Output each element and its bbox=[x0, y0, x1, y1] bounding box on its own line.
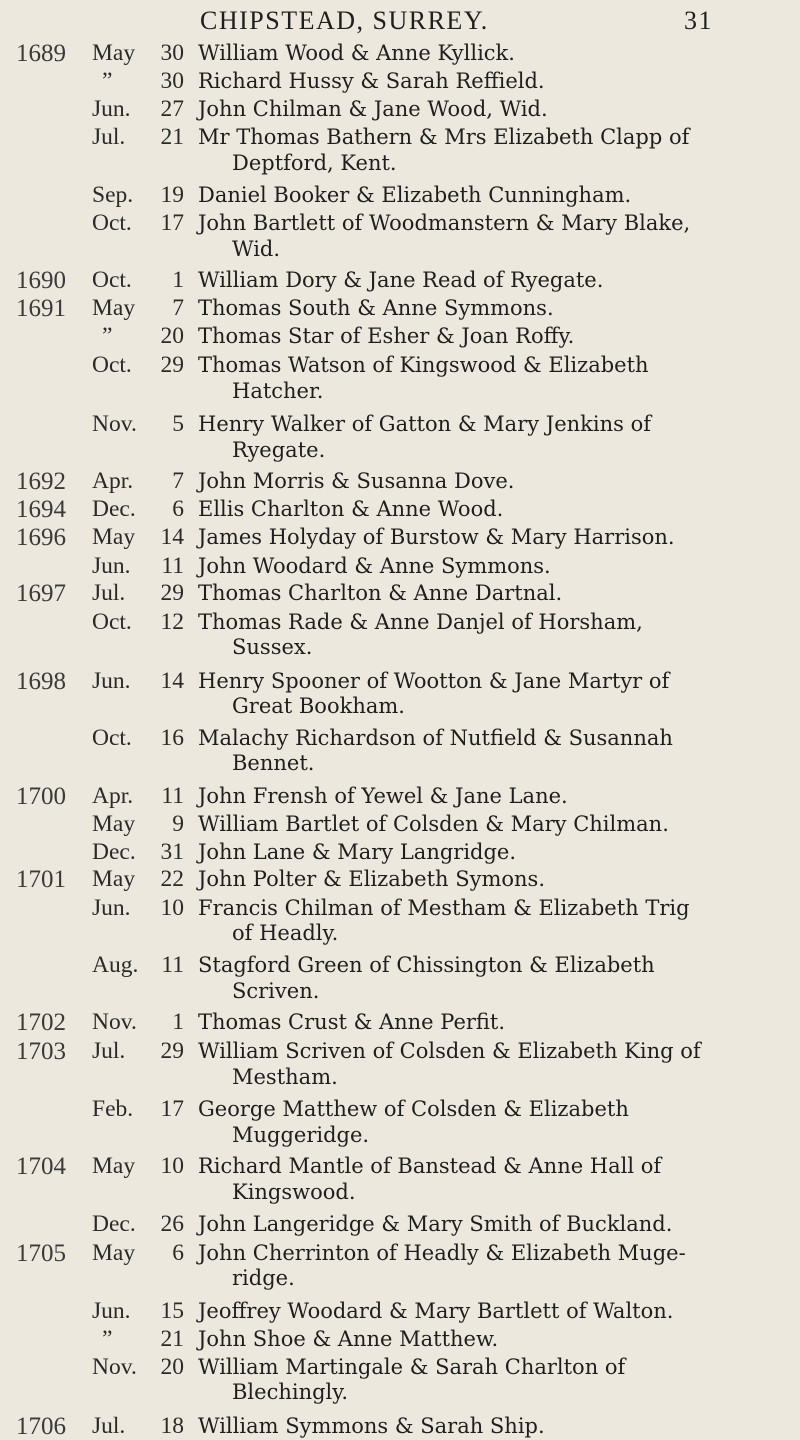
entry-day: 26 bbox=[160, 1211, 184, 1238]
entry-continuation: Deptford, Kent. bbox=[232, 150, 397, 175]
entry-year: 1690 bbox=[16, 267, 66, 295]
entry-day: 12 bbox=[160, 608, 184, 635]
entry-text bbox=[198, 1414, 788, 1440]
entry-text bbox=[198, 41, 788, 67]
entry-names: Thomas Crust & Anne Perfit. bbox=[198, 1010, 506, 1035]
entry-day: 30 bbox=[160, 68, 184, 95]
entry-month: Apr. bbox=[92, 467, 134, 494]
entry-names: Henry Spooner of Wootton & Jane Martyr of bbox=[198, 668, 670, 693]
entry-month: Jun. bbox=[92, 96, 131, 123]
entry-text bbox=[198, 211, 788, 262]
entry-day: 16 bbox=[160, 724, 184, 751]
entry-text bbox=[198, 669, 788, 720]
entry-names: Daniel Booker & Elizabeth Cunningham. bbox=[198, 183, 632, 208]
entry-day: 27 bbox=[160, 96, 184, 123]
entry-names: John Frensh of Yewel & Jane Lane. bbox=[198, 783, 568, 808]
entry-names: John Cherrinton of Headly & Elizabeth Muge- bbox=[198, 1240, 686, 1265]
entry-names: John Bartlett of Woodmanstern & Mary Blake, bbox=[198, 211, 691, 236]
entry-names: John Lane & Mary Langridge. bbox=[198, 839, 517, 864]
entry-month: Dec. bbox=[92, 1211, 136, 1238]
entry-month: Jun. bbox=[92, 1297, 131, 1324]
entry-text bbox=[198, 554, 788, 580]
entry-text bbox=[198, 812, 788, 838]
entry-names: Malachy Richardson of Nutfield & Susannah bbox=[198, 725, 673, 750]
entry-text bbox=[198, 1327, 788, 1353]
entry-names: George Matthew of Colsden & Elizabeth bbox=[198, 1097, 629, 1122]
entry-day: 9 bbox=[172, 810, 184, 837]
entry-text bbox=[198, 497, 788, 523]
entry-text bbox=[198, 610, 788, 661]
entry-year: 1700 bbox=[16, 782, 66, 810]
entry-names: William Wood & Anne Kyllick. bbox=[198, 40, 515, 65]
entry-day: 17 bbox=[160, 1096, 184, 1123]
entry-names: Thomas Star of Esher & Joan Roffy. bbox=[198, 324, 575, 349]
entry-text bbox=[198, 953, 788, 1004]
entry-day: 18 bbox=[160, 1412, 184, 1439]
entry-month: May bbox=[92, 295, 136, 322]
entry-year: 1704 bbox=[16, 1153, 66, 1181]
entry-month: May bbox=[92, 1153, 136, 1180]
entry-text bbox=[198, 324, 788, 350]
entry-month: Feb. bbox=[92, 1096, 134, 1123]
entry-day: 15 bbox=[160, 1297, 184, 1324]
entry-day: 21 bbox=[160, 124, 184, 151]
entry-names: Ellis Charlton & Anne Wood. bbox=[198, 496, 504, 521]
entry-year: 1689 bbox=[16, 39, 66, 67]
entry-year: 1697 bbox=[16, 579, 66, 607]
entry-names: Thomas Rade & Anne Danjel of Horsham, bbox=[198, 609, 643, 634]
entry-names: Thomas Watson of Kingswood & Elizabeth bbox=[198, 353, 649, 378]
entry-day: 7 bbox=[172, 295, 184, 322]
entry-text bbox=[198, 1039, 788, 1090]
entry-month: Oct. bbox=[92, 210, 132, 237]
entry-year: 1705 bbox=[16, 1239, 66, 1267]
entry-month: May bbox=[92, 810, 136, 837]
entry-year: 1696 bbox=[16, 523, 66, 551]
entry-names: Francis Chilman of Mestham & Elizabeth Trig bbox=[198, 895, 690, 920]
entry-year: 1701 bbox=[16, 865, 66, 893]
entry-day: 29 bbox=[160, 1038, 184, 1065]
entry-month: Apr. bbox=[92, 782, 134, 809]
entry-month: Jun. bbox=[92, 667, 131, 694]
entry-day: 7 bbox=[172, 467, 184, 494]
entry-day: 5 bbox=[172, 411, 184, 438]
entry-day: 29 bbox=[160, 579, 184, 606]
entry-names: John Morris & Susanna Dove. bbox=[198, 468, 515, 493]
entry-year: 1692 bbox=[16, 467, 66, 495]
entry-names: William Scriven of Colsden & Elizabeth King of bbox=[198, 1039, 701, 1064]
entry-names: Mr Thomas Bathern & Mrs Elizabeth Clapp of bbox=[198, 125, 690, 150]
entry-text bbox=[198, 525, 788, 551]
entry-day: 19 bbox=[160, 182, 184, 209]
entry-names: William Martingale & Sarah Charlton of bbox=[198, 1354, 626, 1379]
entry-day: 6 bbox=[172, 495, 184, 522]
entry-text bbox=[198, 726, 788, 777]
entry-month: Jun. bbox=[92, 552, 131, 579]
entry-continuation: Bennet. bbox=[232, 751, 315, 776]
entry-continuation: Muggeridge. bbox=[232, 1122, 370, 1147]
entry-names: William Bartlet of Colsden & Mary Chilman. bbox=[198, 811, 669, 836]
entry-text bbox=[198, 896, 788, 947]
entry-text bbox=[198, 1154, 788, 1205]
entry-year: 1698 bbox=[16, 667, 66, 695]
entry-month: Nov. bbox=[92, 411, 137, 438]
entry-month: Dec. bbox=[92, 838, 136, 865]
entry-continuation: Scriven. bbox=[232, 978, 320, 1003]
entry-names: Thomas South & Anne Symmons. bbox=[198, 296, 554, 321]
entry-day: 11 bbox=[161, 782, 184, 809]
entry-day: 1 bbox=[172, 1009, 184, 1036]
entry-day: 6 bbox=[172, 1239, 184, 1266]
entry-text bbox=[198, 412, 788, 463]
entry-names: William Symmons & Sarah Ship. bbox=[198, 1413, 545, 1438]
entry-month: Nov. bbox=[92, 1353, 137, 1380]
entry-month: Jul. bbox=[92, 1412, 126, 1439]
entry-text bbox=[198, 125, 788, 176]
entry-month: Oct. bbox=[92, 267, 132, 294]
entry-text bbox=[198, 353, 788, 404]
entry-names: Henry Walker of Gatton & Mary Jenkins of bbox=[198, 412, 651, 437]
entry-day: 10 bbox=[160, 1153, 184, 1180]
entry-day: 20 bbox=[160, 1353, 184, 1380]
entry-text bbox=[198, 268, 788, 294]
entry-names: Jeoffrey Woodard & Mary Bartlett of Walton. bbox=[198, 1298, 674, 1323]
entry-day: 1 bbox=[172, 267, 184, 294]
page-number: 31 bbox=[684, 6, 713, 35]
entry-names: John Langeridge & Mary Smith of Buckland. bbox=[198, 1212, 673, 1237]
entry-text bbox=[198, 784, 788, 810]
entry-day: 17 bbox=[160, 210, 184, 237]
entry-continuation: ridge. bbox=[232, 1266, 295, 1291]
entry-day: 14 bbox=[160, 523, 184, 550]
entry-names: Thomas Charlton & Anne Dartnal. bbox=[198, 580, 563, 605]
entry-continuation: Kingswood. bbox=[232, 1179, 356, 1204]
entry-month: Jun. bbox=[92, 894, 131, 921]
entry-year: 1694 bbox=[16, 495, 66, 523]
entry-continuation: of Headly. bbox=[232, 921, 339, 946]
entry-continuation: Mestham. bbox=[232, 1064, 338, 1089]
entry-text bbox=[198, 1097, 788, 1148]
entry-text bbox=[198, 183, 788, 209]
entry-continuation: Hatcher. bbox=[232, 378, 324, 403]
entry-day: 10 bbox=[160, 894, 184, 921]
entry-month: ” bbox=[102, 68, 113, 95]
entry-names: William Dory & Jane Read of Ryegate. bbox=[198, 268, 604, 293]
entry-names: John Chilman & Jane Wood, Wid. bbox=[198, 97, 548, 122]
entry-month: Jul. bbox=[92, 124, 126, 151]
entry-names: Stagford Green of Chissington & Elizabeth bbox=[198, 953, 655, 978]
entry-text bbox=[198, 296, 788, 322]
entry-names: John Woodard & Anne Symmons. bbox=[198, 553, 551, 578]
entry-year: 1706 bbox=[16, 1412, 66, 1440]
entry-month: Oct. bbox=[92, 724, 132, 751]
entry-month: Oct. bbox=[92, 352, 132, 379]
page-title: CHIPSTEAD, SURREY. bbox=[200, 6, 489, 35]
entry-text bbox=[198, 69, 788, 95]
entry-continuation: Blechingly. bbox=[232, 1380, 349, 1405]
entry-month: ” bbox=[102, 1325, 113, 1352]
entry-day: 20 bbox=[160, 323, 184, 350]
entry-day: 11 bbox=[161, 952, 184, 979]
entry-month: May bbox=[92, 1239, 136, 1266]
entry-text bbox=[198, 1355, 788, 1406]
entry-year: 1703 bbox=[16, 1038, 66, 1066]
entry-month: Jul. bbox=[92, 579, 126, 606]
entry-day: 11 bbox=[161, 552, 184, 579]
entry-continuation: Sussex. bbox=[232, 635, 313, 660]
entry-text bbox=[198, 1010, 788, 1036]
entry-names: John Shoe & Anne Matthew. bbox=[198, 1326, 499, 1351]
entry-text bbox=[198, 581, 788, 607]
entry-names: John Polter & Elizabeth Symons. bbox=[198, 866, 546, 891]
entry-day: 29 bbox=[160, 352, 184, 379]
entry-month: May bbox=[92, 39, 136, 66]
entry-month: Oct. bbox=[92, 608, 132, 635]
entry-names: Richard Mantle of Banstead & Anne Hall of bbox=[198, 1154, 662, 1179]
entry-day: 30 bbox=[160, 39, 184, 66]
entry-text bbox=[198, 469, 788, 495]
entry-names: Richard Hussy & Sarah Reffield. bbox=[198, 69, 545, 94]
entry-text bbox=[198, 1241, 788, 1292]
entry-year: 1691 bbox=[16, 295, 66, 323]
entry-text bbox=[198, 1212, 788, 1238]
entry-month: May bbox=[92, 523, 136, 550]
entry-day: 21 bbox=[160, 1325, 184, 1352]
entry-continuation: Ryegate. bbox=[232, 437, 326, 462]
entry-text bbox=[198, 867, 788, 893]
entry-month: Dec. bbox=[92, 495, 136, 522]
entry-month: Jul. bbox=[92, 1038, 126, 1065]
entry-year: 1702 bbox=[16, 1009, 66, 1037]
entry-text bbox=[198, 1299, 788, 1325]
entry-continuation: Wid. bbox=[232, 236, 281, 261]
entry-month: Sep. bbox=[92, 182, 134, 209]
entry-month: Aug. bbox=[92, 952, 139, 979]
entry-day: 14 bbox=[160, 667, 184, 694]
entry-day: 31 bbox=[160, 838, 184, 865]
entry-month: Nov. bbox=[92, 1009, 137, 1036]
entry-month: ” bbox=[102, 323, 113, 350]
entry-month: May bbox=[92, 865, 136, 892]
entry-continuation: Great Bookham. bbox=[232, 694, 405, 719]
entry-text bbox=[198, 840, 788, 866]
entry-names: James Holyday of Burstow & Mary Harrison. bbox=[198, 524, 675, 549]
entry-text bbox=[198, 97, 788, 123]
entry-day: 22 bbox=[160, 865, 184, 892]
